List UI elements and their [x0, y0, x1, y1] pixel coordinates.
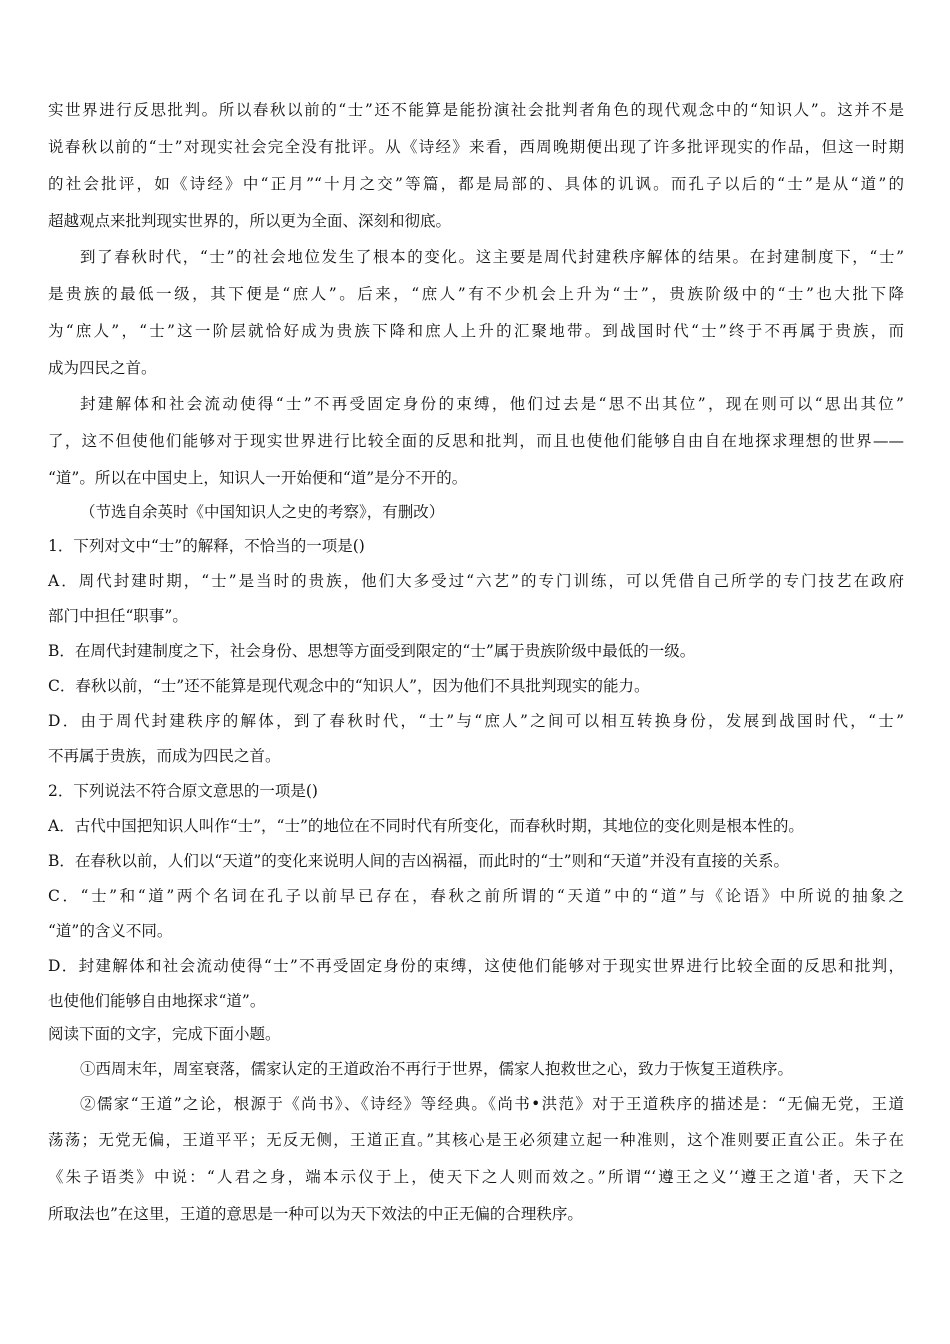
option-b: B．在周代封建制度之下，社会身份、思想等方面受到限定的“士”属于贵族阶级中最低的一级。: [48, 642, 696, 660]
option-d-line: D．封建解体和社会流动使得“士”不再受固定身份的束缚，这使他们能够对于现实世界进行比较全面的反思和批判，: [48, 957, 904, 975]
option-a: A．古代中国把知识人叫作“士”，“士”的地位在不同时代有所变化，而春秋时期，其地位的变化则是根本性的。: [48, 817, 804, 835]
source-citation: （节选自余英时《中国知识人之史的考察》，有删改）: [80, 503, 445, 521]
option-b: B．在春秋以前，人们以“天道”的变化来说明人间的吉凶祸福，而此时的“士”则和“天道”并没有直接的关系。: [48, 852, 789, 870]
option-d-line: 不再属于贵族，而成为四民之首。: [48, 747, 281, 765]
question-stem: 1．下列对文中“士”的解释，不恰当的一项是(): [48, 537, 365, 555]
passage1-line: 封建解体和社会流动使得“士”不再受固定身份的束缚，他们过去是“思不出其位”，现在则可以“思出其位”: [80, 395, 904, 413]
option-c-line: “道”的含义不同。: [48, 922, 173, 940]
passage1-line: 是贵族的最低一级，其下便是“庶人”。后来，“庶人”有不少机会上升为“士”，贵族阶级中的“士”也大批下降: [48, 285, 904, 303]
passage2-line: 所取法也”在这里，王道的意思是一种可以为天下效法的中正无偏的合理秩序。: [48, 1205, 583, 1223]
option-a-line: 部门中担任“职事”。: [48, 607, 188, 625]
passage1-line: “道”。所以在中国史上，知识人一开始便和“道”是分不开的。: [48, 469, 468, 487]
reading-instruction: 阅读下面的文字，完成下面小题。: [48, 1025, 281, 1043]
option-c: C．春秋以前，“士”还不能算是现代观念中的“知识人”，因为他们不具批判现实的能力。: [48, 677, 650, 695]
passage2-line: ②儒家“王道”之论，根源于《尚书》、《诗经》等经典。《尚书•洪范》对于王道秩序的描述是：“无偏无党，王道: [80, 1095, 904, 1113]
option-a-line: A．周代封建时期，“士”是当时的贵族，他们大多受过“六艺”的专门训练，可以凭借自己所学的专门技艺在政府: [48, 572, 904, 590]
question-stem: 2．下列说法不符合原文意思的一项是(): [48, 782, 318, 800]
passage1-line: 成为四民之首。: [48, 359, 157, 377]
passage1-line: 说春秋以前的“士”对现实社会完全没有批评。从《诗经》来看，西周晚期便出现了许多批评现实的作品，但这一时期: [48, 138, 904, 156]
passage1-line: 到了春秋时代，“士”的社会地位发生了根本的变化。这主要是周代封建秩序解体的结果。在封建制度下，“士”: [80, 248, 904, 266]
option-d-line: D．由于周代封建秩序的解体，到了春秋时代，“士”与“庶人”之间可以相互转换身份，发展到战国时代，“士”: [48, 712, 904, 730]
passage2-line: 《朱子语类》中说：“人君之身，端本示仪于上，使天下之人则而效之。”所谓“‘遵王之义’‘遵王之道'者，天下之: [48, 1168, 904, 1186]
passage1-line: 超越观点来批判现实世界的，所以更为全面、深刻和彻底。: [48, 212, 452, 230]
option-c-line: C．“士”和“道”两个名词在孔子以前早已存在，春秋之前所谓的“天道”中的“道”与《论语》中所说的抽象之: [48, 887, 904, 905]
option-d-line: 也使他们能够自由地探求“道”。: [48, 992, 266, 1010]
passage1-line: 的社会批评，如《诗经》中“正月”“十月之交”等篇，都是局部的、具体的讥讽。而孔子以后的“士”是从“道”的: [48, 175, 904, 193]
passage2-line: 荡荡；无党无偏，王道平平；无反无侧，王道正直。”其核心是王必须建立起一种准则，这个准则要正直公正。朱子在: [48, 1131, 904, 1149]
passage1-line: 了，这不但使他们能够对于现实世界进行比较全面的反思和批判，而且也使他们能够自由自在地探求理想的世界——: [48, 432, 904, 450]
passage1-line: 实世界进行反思批判。所以春秋以前的“士”还不能算是能扮演社会批判者角色的现代观念中的“知识人”。这并不是: [48, 101, 904, 119]
passage1-line: 为“庶人”，“士”这一阶层就恰好成为贵族下降和庶人上升的汇聚地带。到战国时代“士”终于不再属于贵族，而: [48, 322, 904, 340]
passage2-line: ①西周末年，周室衰落，儒家认定的王道政治不再行于世界，儒家人抱救世之心，致力于恢复王道秩序。: [80, 1060, 794, 1078]
